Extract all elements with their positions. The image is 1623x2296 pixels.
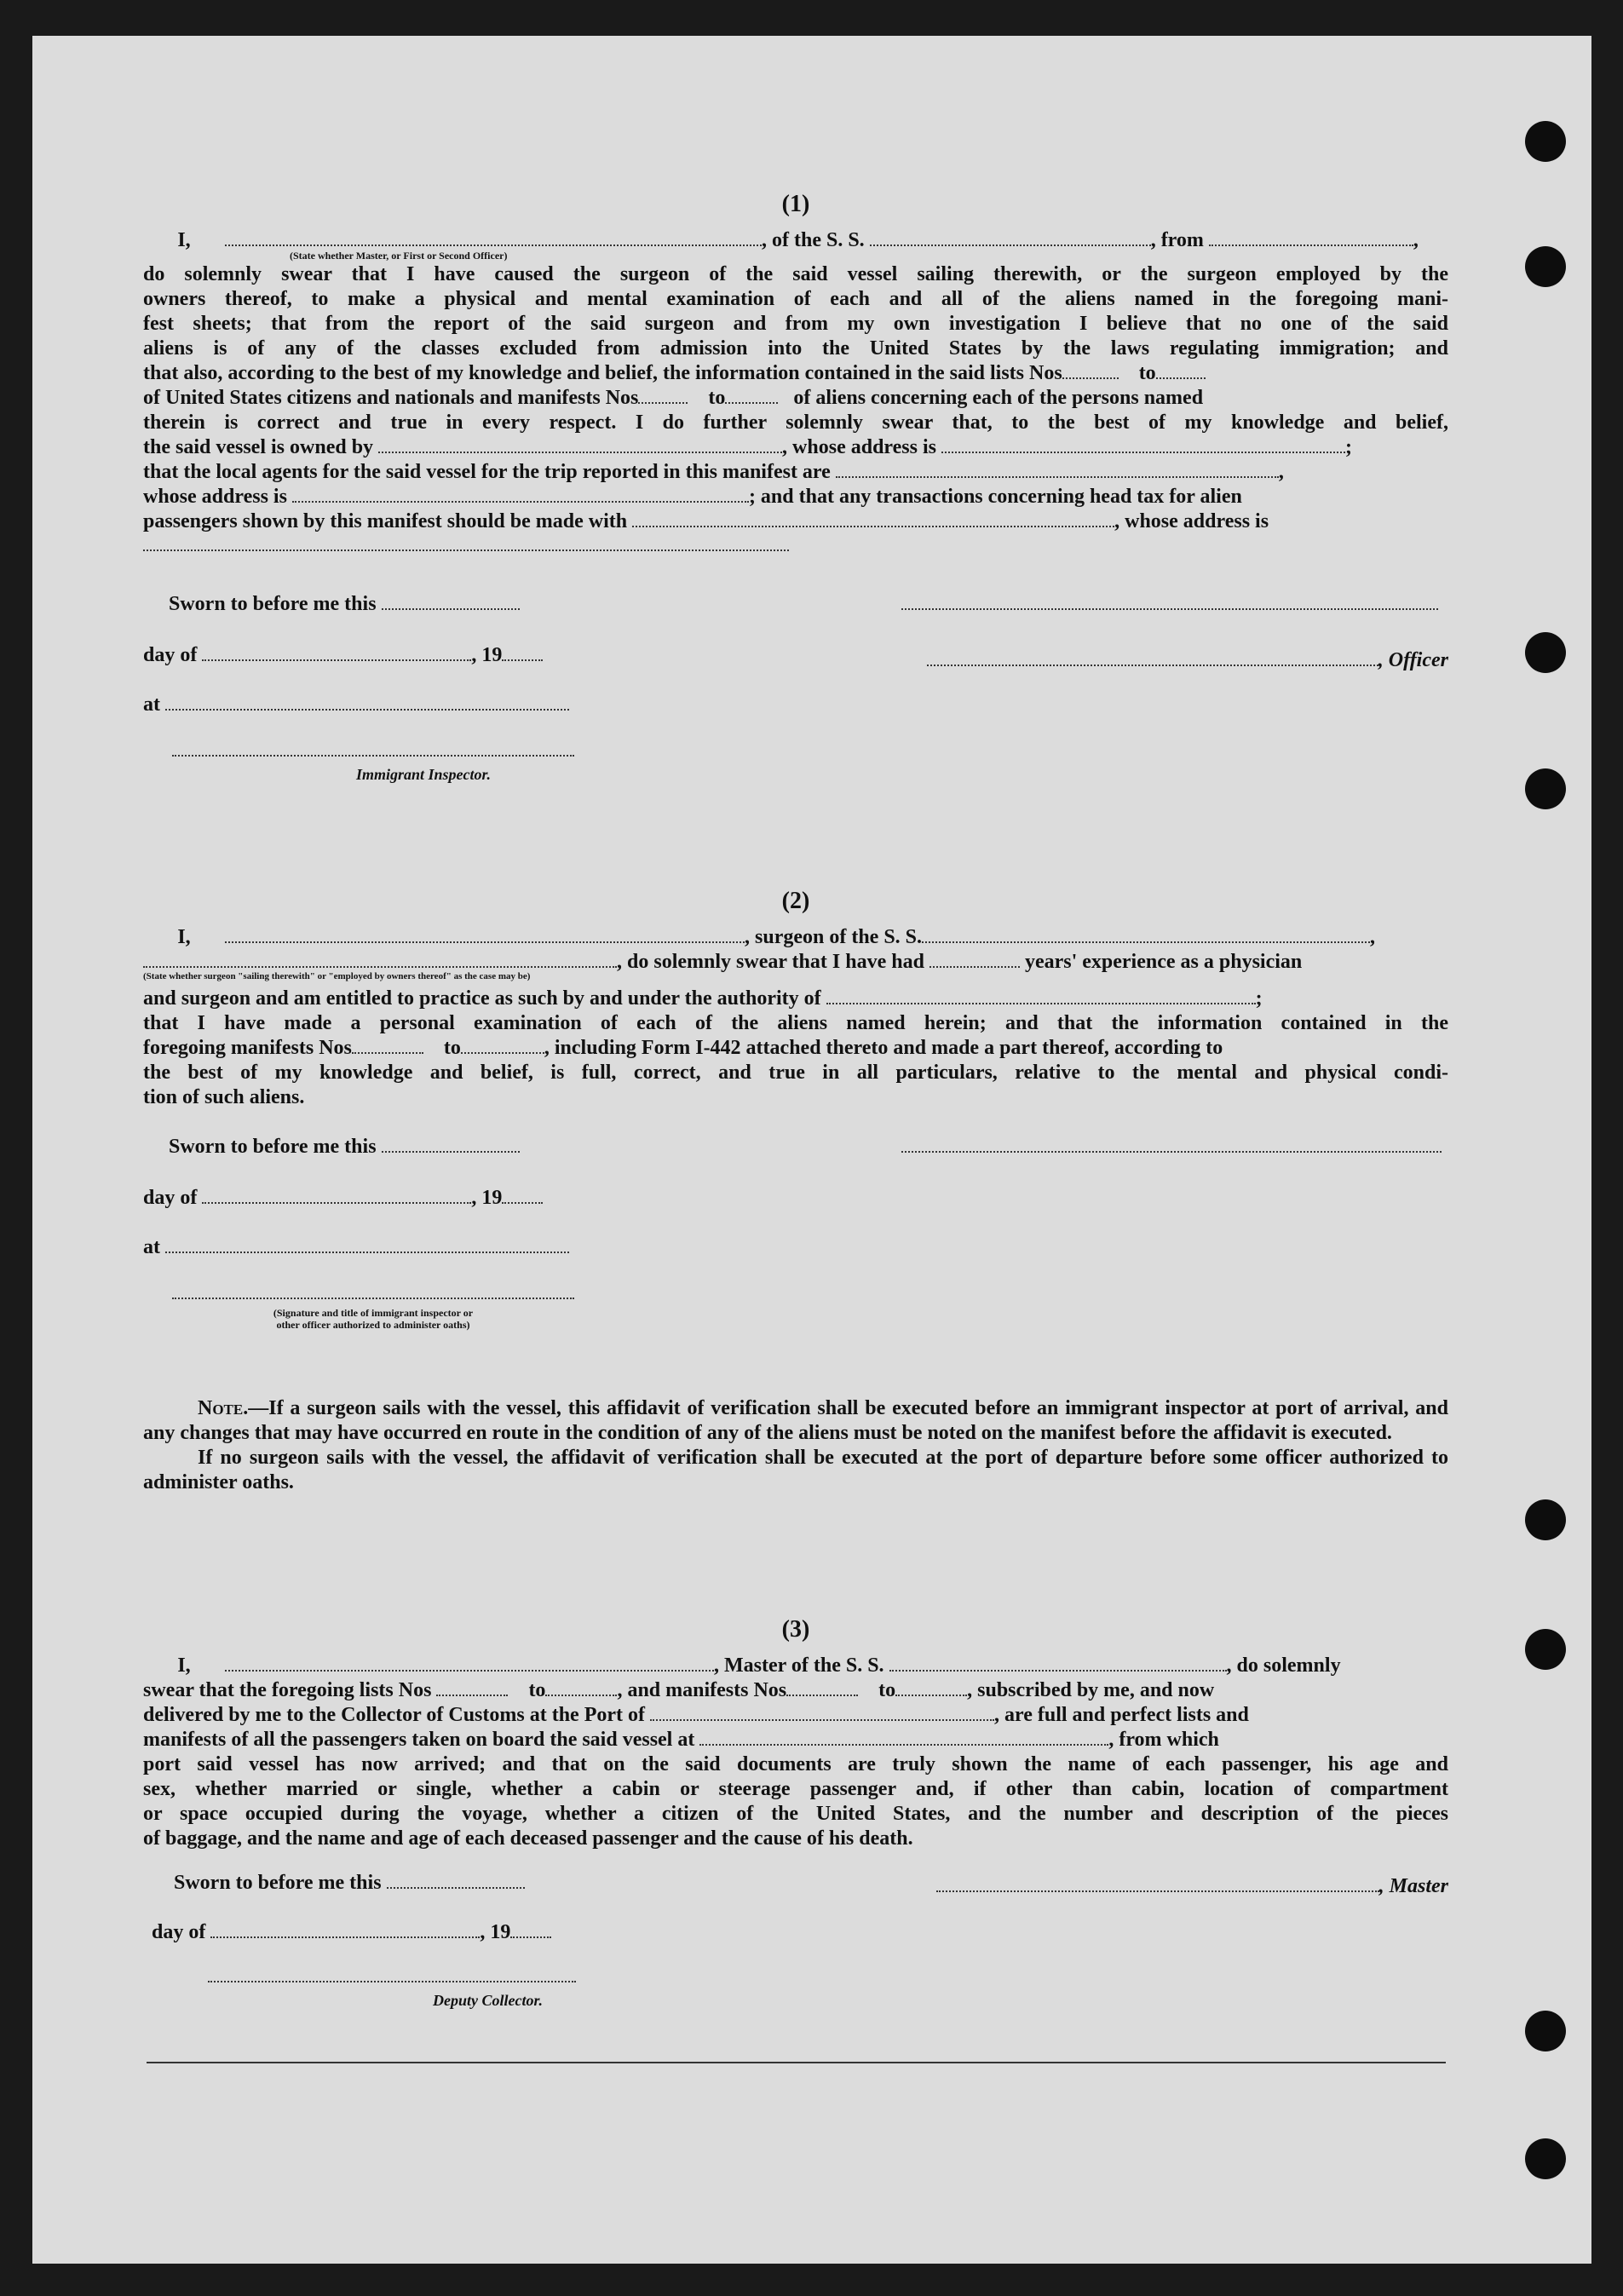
authority-field[interactable] bbox=[826, 987, 1256, 1004]
owner-address-field[interactable] bbox=[941, 436, 1345, 453]
year-field[interactable] bbox=[502, 1187, 543, 1204]
agents-field[interactable] bbox=[836, 461, 1279, 478]
officer-title-field[interactable] bbox=[927, 649, 1378, 666]
head-tax-address-field[interactable] bbox=[143, 534, 789, 551]
day-of-field[interactable] bbox=[202, 644, 471, 661]
from-port-field[interactable] bbox=[1209, 229, 1413, 246]
vessel-name-field[interactable] bbox=[870, 229, 1151, 246]
field-caption: (State whether surgeon "sailing therewith" or "employed by owners thereof" as the case may be) bbox=[143, 971, 531, 981]
inspector-caption: Immigrant Inspector. bbox=[356, 766, 492, 783]
lists-from-field[interactable] bbox=[436, 1679, 508, 1696]
surgeon-signature-field[interactable] bbox=[901, 1136, 1442, 1153]
binder-hole bbox=[1525, 1499, 1566, 1540]
binder-hole bbox=[1525, 246, 1566, 287]
oath-line: I, , of the S. S. , from , bbox=[177, 229, 1419, 251]
note-block: Note.—If a surgeon sails with the vessel, this affidavit of verification shall be executed before an immigrant inspector at port of arrival, and any changes that may have occurred en route in the condition of any of the aliens must be noted on the manifest before the affidavit is executed. If no surgeon sails with the vessel, the affidavit of verification shall be executed at the port of departure before some officer authorized to administer oaths. bbox=[143, 1397, 1448, 1493]
master-vessel-field[interactable] bbox=[889, 1654, 1227, 1672]
port-of-field[interactable] bbox=[650, 1704, 994, 1721]
master-signature-field[interactable] bbox=[936, 1875, 1379, 1892]
form-page bbox=[32, 36, 1591, 2264]
sworn-date-field[interactable] bbox=[387, 1872, 525, 1889]
binder-hole bbox=[1525, 2011, 1566, 2051]
list-no-from-field[interactable] bbox=[1062, 362, 1119, 379]
day-of-field[interactable] bbox=[202, 1187, 471, 1204]
sworn-row: Sworn to before me this bbox=[143, 593, 1448, 644]
affidavit-surgeon-section: (2) I, , surgeon of the S. S. , , do solemnly swear that I have had years' experience as a physician (State whether surgeon "sailing therewith" or "employed by owners thereof" as the case may be) and surgeon and am entitled to practice as such by and under the authority of ; that I have made a personal examination of each of the aliens named herein; and that the information contained in the foregoing manifests Nos to , including Form I-442 attached thereto and made a part thereof, according to the best of my knowledge and belief, is full, correct, and true in all particulars, relative to the mental and physical condi- tion of such aliens. Sworn to before me this day of , 19 at (Signature and title of immigrant inspector or other officer authorized to administer oaths) bbox=[143, 888, 1448, 1331]
lists-to-field[interactable] bbox=[545, 1679, 617, 1696]
administering-officer-signature-field[interactable] bbox=[172, 1282, 574, 1299]
affidavit-master-section: (1) I, , of the S. S. , from , (State whether Master, or First or Second Officer) do solemnly swear that I have caused the surgeon of the said vessel sailing therewith, or the surgeon employed by the owners thereof, to make a physical and mental examination of each and all of the aliens named in the foregoing mani- fest sheets; that from the report of the said surgeon and from my own investigation I believe that no one of the said aliens is of any of the classes excluded from admission into the United States by the laws regulating immigration; and that also, according to the best of my knowledge and belief, the information contained in the said lists Nos to of United States citizens and nationals and manifests Nos to of aliens concerning each of the persons named therein is correct and true in every respect. I do further solemnly swear that, to the best of my knowledge and belief, the said vessel is owned by , whose address is ; that the local agents for the said vessel for the trip reported in this manifest are , whose address is ; and that any transactions concerning head tax for alien passengers shown by this manifest should be made with , whose address is Sworn to before me this day of , 19 , Officer at Immigrant Inspector. bbox=[143, 191, 1448, 783]
note-label: Note. bbox=[198, 1397, 249, 1419]
list-no-to-field[interactable] bbox=[1156, 362, 1206, 379]
master-name-field[interactable] bbox=[225, 1654, 714, 1672]
surgeon-manifest-from-field[interactable] bbox=[352, 1037, 423, 1054]
binder-hole bbox=[1525, 2138, 1566, 2179]
sworn-date-field[interactable] bbox=[382, 1136, 520, 1153]
owner-field[interactable] bbox=[378, 436, 782, 453]
surgeon-manifest-to-field[interactable] bbox=[461, 1037, 544, 1054]
inspector-signature-field[interactable] bbox=[172, 739, 574, 757]
binder-hole bbox=[1525, 632, 1566, 673]
sworn-date-field[interactable] bbox=[382, 593, 520, 610]
manifest-no-from-field[interactable] bbox=[638, 387, 688, 404]
head-tax-party-field[interactable] bbox=[632, 510, 1114, 527]
officer-signature-field[interactable] bbox=[901, 593, 1438, 610]
affidavit-master-delivery-section: (3) I, , Master of the S. S. , do solemnly swear that the foregoing lists Nos to , and manifests Nos to , subscribed by me, and now delivered by me to the Collector of Customs at the Port of , are full and perfect lists and manifests of all the passengers taken on board the said vessel at , from which port said vessel has now arrived; and that on the said documents are truly shown the name of each passenger, his age and sex, whether married or single, whether a cabin or steerage passenger and, if other than cabin, location of compartment or space occupied during the voyage, whether a citizen of the United States, and the number and description of the pieces of baggage, and the name and age of each deceased passenger and the cause of his death. Sworn to before me this , Master day of , 19 Deputy Collector. bbox=[143, 1616, 1448, 2009]
deputy-collector-caption: Deputy Collector. bbox=[433, 1992, 543, 2009]
years-experience-field[interactable] bbox=[929, 951, 1020, 968]
section-number: (1) bbox=[781, 191, 810, 217]
field-caption: (State whether Master, or First or Second Officer) bbox=[290, 250, 508, 262]
binder-hole bbox=[1525, 1629, 1566, 1670]
agents-address-field[interactable] bbox=[292, 486, 749, 503]
day-of-field[interactable] bbox=[210, 1921, 480, 1938]
binder-holes bbox=[1525, 36, 1576, 2264]
manifests-to-field[interactable] bbox=[895, 1679, 967, 1696]
bottom-rule bbox=[147, 2062, 1446, 2063]
manifests-from-field[interactable] bbox=[786, 1679, 858, 1696]
binder-hole bbox=[1525, 768, 1566, 809]
binder-hole bbox=[1525, 121, 1566, 162]
boarding-port-field[interactable] bbox=[699, 1729, 1108, 1746]
year-field[interactable] bbox=[502, 644, 543, 661]
surgeon-vessel-field[interactable] bbox=[922, 926, 1370, 943]
officer-name-field[interactable] bbox=[225, 229, 762, 246]
manifest-no-to-field[interactable] bbox=[725, 387, 778, 404]
section-number: (2) bbox=[781, 888, 810, 914]
section-number: (3) bbox=[781, 1616, 810, 1643]
at-place-field[interactable] bbox=[165, 1236, 569, 1253]
year-field[interactable] bbox=[510, 1921, 551, 1938]
surgeon-name-field[interactable] bbox=[225, 926, 745, 943]
at-place-field[interactable] bbox=[165, 693, 569, 711]
deputy-collector-signature-field[interactable] bbox=[208, 1965, 576, 1982]
surgeon-type-field[interactable] bbox=[143, 951, 617, 968]
